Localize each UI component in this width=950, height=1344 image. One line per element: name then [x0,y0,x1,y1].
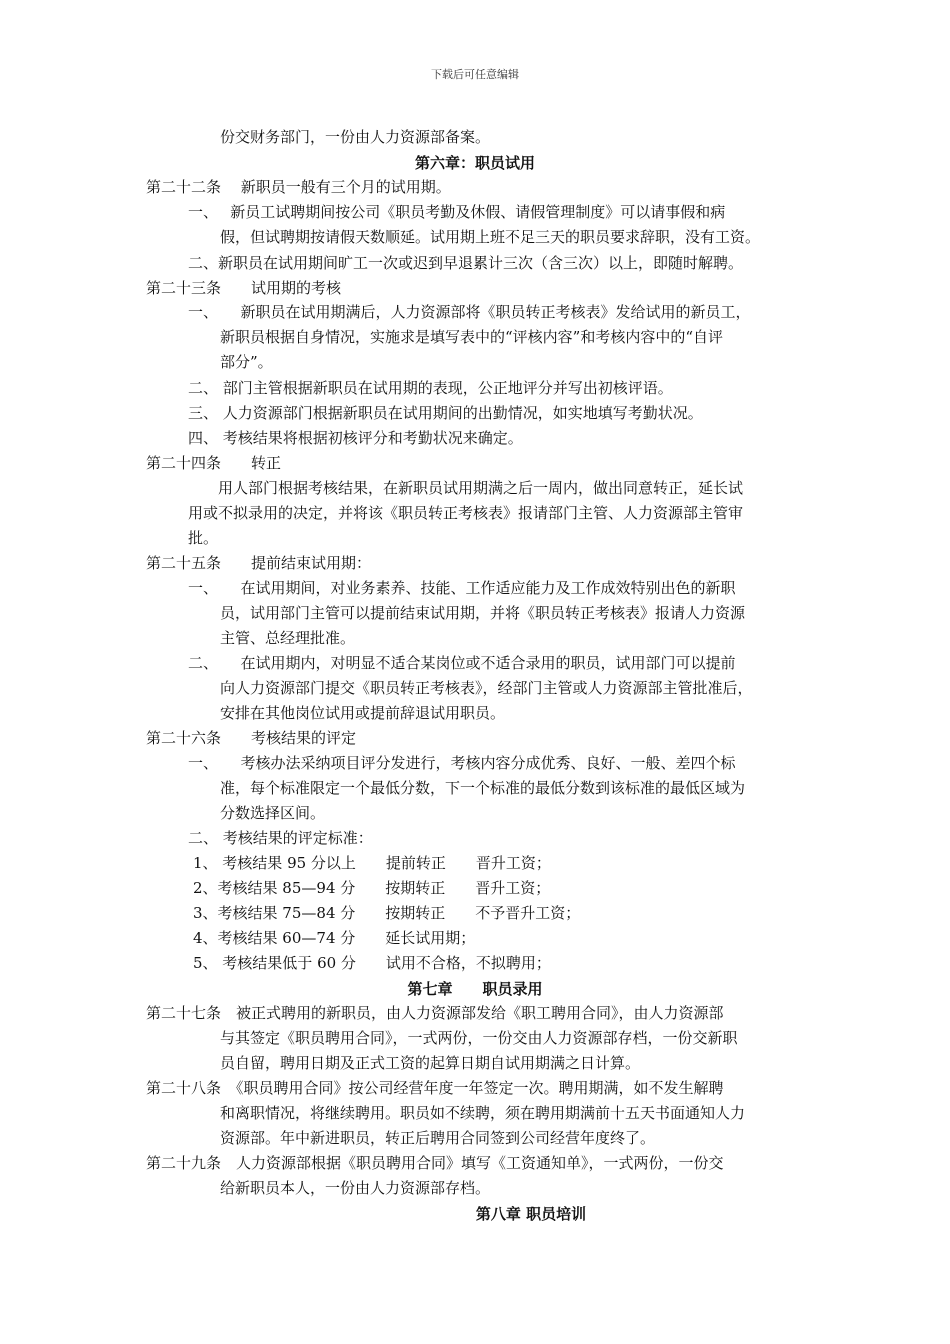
article-23: 第二十三条 试用期的考核 [146,279,342,297]
text-line: 资源部。年中新进职员，转正后聘用合同签到公司经营年度终了。 [220,1129,656,1147]
text-line: 准，每个标准限定一个最低分数，下一个标准的最低分数到该标准的最低区域为 [220,779,746,797]
text-line: 二、 部门主管根据新职员在试用期的表现，公正地评分并写出初核评语。 [188,379,673,397]
criteria-item: 2、考核结果 85—94 分 按期转正 晋升工资； [193,879,551,897]
criteria-item: 5、 考核结果低于 60 分 试用不合格，不拟聘用； [193,954,551,972]
article-29: 第二十九条 人力资源部根据《职员聘用合同》填写《工资通知单》，一式两份，一份交 [146,1154,724,1172]
text-line: 四、 考核结果将根据初核评分和考勤状况来确定。 [188,429,523,447]
text-line: 新职员根据自身情况，实施求是填写表中的“评核内容”和考核内容中的“自评 [220,328,724,346]
article-24: 第二十四条 转正 [146,454,282,472]
text-line: 安排在其他岗位试用或提前辞退试用职员。 [220,704,506,722]
article-27: 第二十七条 被正式聘用的新职员，由人力资源部发给《职工聘用合同》，由人力资源部 [146,1004,724,1022]
text-line: 一、 考核办法采纳项目评分发进行，考核内容分成优秀、良好、一般、差四个标 [188,754,736,772]
text-line: 一、 新员工试聘期间按公司《职员考勤及休假、请假管理制度》可以请事假和病 [188,203,726,221]
text-line: 部分”。 [220,353,273,371]
text-line: 员，试用部门主管可以提前结束试用期，并将《职员转正考核表》报请人力资源 [220,604,746,622]
criteria-item: 4、考核结果 60—74 分 延长试用期； [193,929,476,947]
text-line: 一、 新职员在试用期满后，人力资源部将《职员转正考核表》发给试用的新员工， [188,303,751,321]
text-line: 二、 在试用期内，对明显不适合某岗位或不适合录用的职员，试用部门可以提前 [188,654,736,672]
article-22: 第二十二条 新职员一般有三个月的试用期。 [146,178,451,196]
text-line: 向人力资源部门提交《职员转正考核表》，经部门主管或人力资源部主管批准后， [220,679,753,697]
text-line: 二、 考核结果的评定标准： [188,829,373,847]
text-line: 员自留，聘用日期及正式工资的起算日期自试用期满之日计算。 [220,1054,641,1072]
article-26: 第二十六条 考核结果的评定 [146,729,357,747]
text-line: 份交财务部门，一份由人力资源部备案。 [220,128,491,146]
text-line: 与其签定《职员聘用合同》，一式两份，一份交由人力资源部存档，一份交新职 [220,1029,738,1047]
text-line: 三、 人力资源部门根据新职员在试用期间的出勤情况，如实地填写考勤状况。 [188,404,703,422]
text-line: 用或不拟录用的决定，并将该《职员转正考核表》报请部门主管、人力资源部主管审 [188,504,744,522]
criteria-item: 1、 考核结果 95 分以上 提前转正 晋升工资； [193,854,551,872]
text-line: 分数选择区间。 [220,804,326,822]
article-28: 第二十八条 《职员聘用合同》按公司经营年度一年签定一次。聘用期满，如不发生解聘 [146,1079,724,1097]
text-line: 用人部门根据考核结果，在新职员试用期满之后一周内，做出同意转正，延长试 [218,479,744,497]
text-line: 主管、总经理批准。 [220,629,356,647]
text-line: 一、 在试用期间，对业务素养、技能、工作适应能力及工作成效特别出色的新职 [188,579,736,597]
text-line: 批。 [188,529,219,547]
text-line: 假，但试聘期按请假天数顺延。试用期上班不足三天的职员要求辞职，没有工资。 [220,228,761,246]
text-line: 给新职员本人，一份由人力资源部存档。 [220,1179,491,1197]
text-line: 二、新职员在试用期间旷工一次或迟到早退累计三次（含三次）以上，即随时解聘。 [188,254,744,272]
chapter-8-title: 第八章 职员培训 [475,1205,587,1223]
chapter-7-title: 第七章 职员录用 [407,980,543,998]
text-line: 和离职情况，将继续聘用。职员如不续聘，须在聘用期满前十五天书面通知人力 [220,1104,746,1122]
page-header: 下载后可任意编辑 [431,68,519,81]
criteria-item: 3、考核结果 75—84 分 按期转正 不予晋升工资； [193,904,581,922]
chapter-6-title: 第六章：职员试用 [414,154,535,172]
article-25: 第二十五条 提前结束试用期： [146,554,372,572]
